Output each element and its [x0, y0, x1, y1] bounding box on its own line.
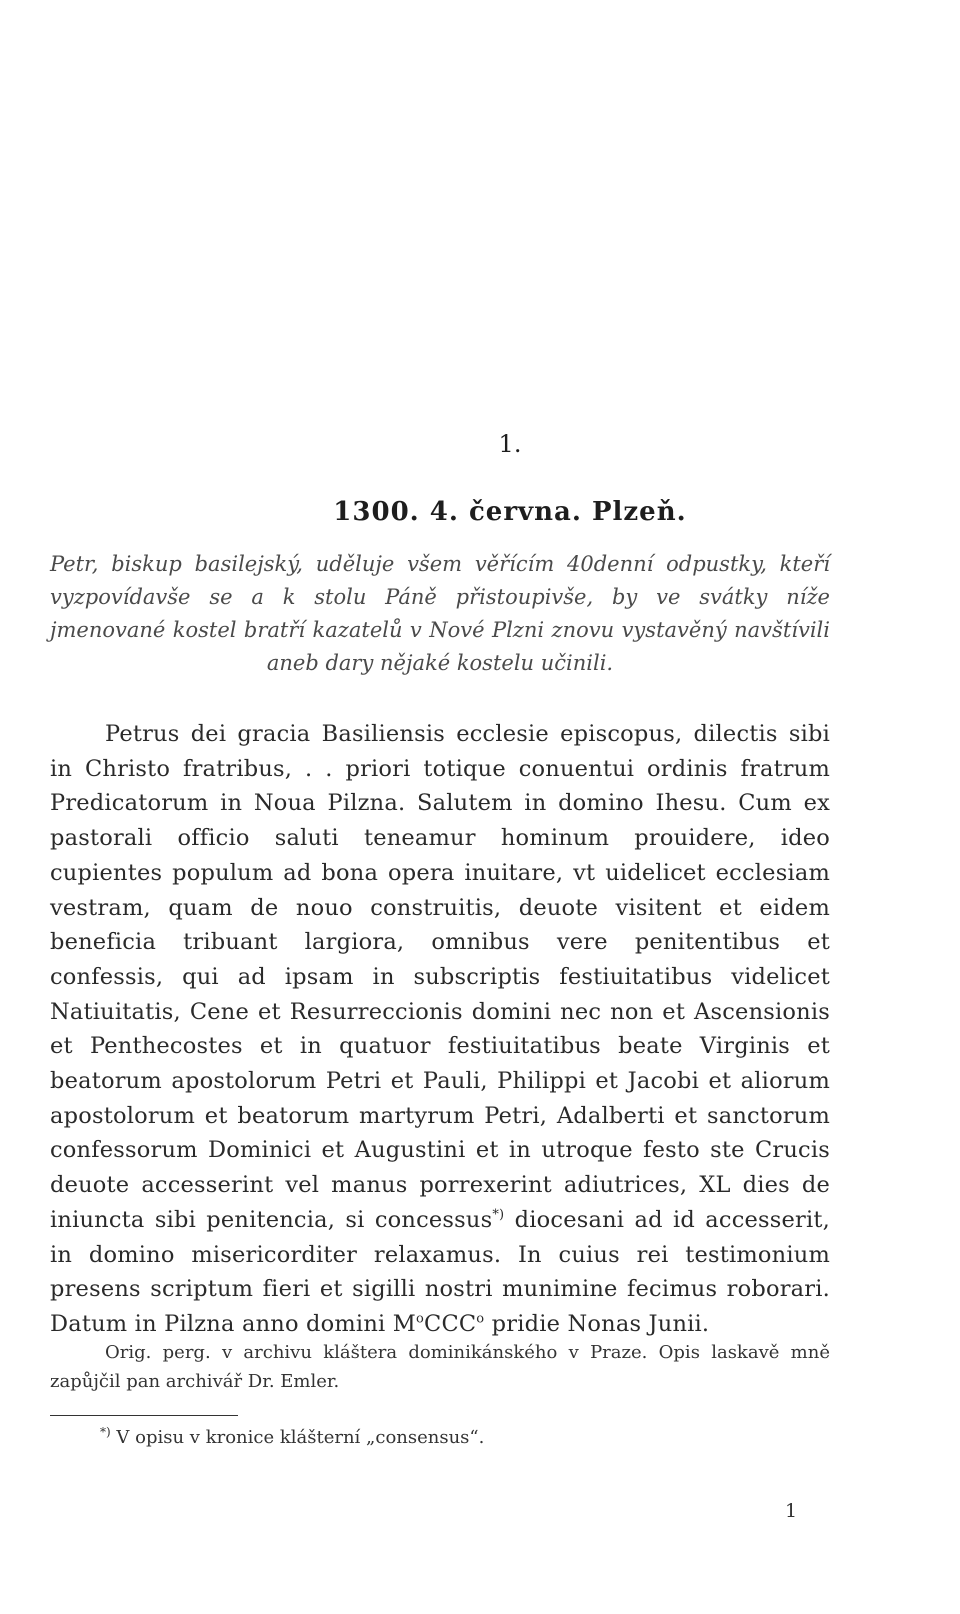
footnote-reference: *): [492, 1207, 505, 1223]
footnote-marker: *): [100, 1425, 111, 1439]
charter-text-part: CCC: [424, 1310, 477, 1337]
document-heading: 1300. 4. června. Plzeň.: [333, 497, 687, 527]
charter-text: [50, 717, 830, 1342]
charter-text-part: pridie Nonas Junii.: [484, 1310, 710, 1337]
footnote: [100, 1425, 484, 1451]
charter-text-part: diocesani ad id accesserit, in domino misericorditer relaxamus. In cuius rei testimonium presens scriptum fieri et sigilli nostri munimine fecimus roborari. Datum in Pilzna anno domini M: [50, 1206, 830, 1337]
superscript-o: o: [416, 1311, 425, 1327]
source-note: Orig. perg. v archivu kláštera dominikánského v Praze. Opis laskavě mně zapůjčil pan archivář Dr. Emler.: [50, 1342, 830, 1392]
document-number: 1.: [498, 430, 522, 458]
page-number: 1: [785, 1500, 798, 1522]
charter-text-part: Petrus dei gracia Basiliensis ecclesie episcopus, dilectis sibi in Christo fratribus, . . priori totique conuentui ordinis fratrum Predicatorum in Noua Pilzna. Salutem in domino Ihesu. Cum ex pastorali officio saluti teneamur hominum prouidere, ideo cupientes populum ad bona opera inuitare, vt uidelicet ecclesiam vestram, quam de nouo construitis, deuote visitent et eidem beneficia tribuant largiora, omnibus vere penitentibus et confessis, qui ad ipsam in subscriptis festiuitatibus videlicet Natiuitatis, Cene et Resurreccionis domini nec non et Ascensionis et Penthecostes et in quatuor festiuitatibus beate Virginis et beatorum apostolorum Petri et Pauli, Philippi et Jacobi et aliorum apostolorum et beatorum martyrum Petri, Adalberti et sanctorum confessorum Dominici et Augustini et in utroque festo ste Crucis deuote accesserint vel manus porrexerint adiutrices, XL dies de iniuncta sibi penitencia, si concessus: [50, 721, 830, 1233]
superscript-o: o: [476, 1311, 485, 1327]
footnote-divider: [50, 1415, 238, 1416]
regest-summary: Petr, biskup basilejský, uděluje všem věřícím 40denní odpustky, kteří vyzpovídavše se a k stolu Páně přistoupivše, by ve svátky níže jmenované kostel bratří kazatelů v Nové Plzni znovu vystavěný navštívili aneb dary nějaké kostelu učinili.: [50, 552, 830, 675]
footnote-text: V opisu v kronice klášterní „consensus“.: [110, 1427, 485, 1448]
